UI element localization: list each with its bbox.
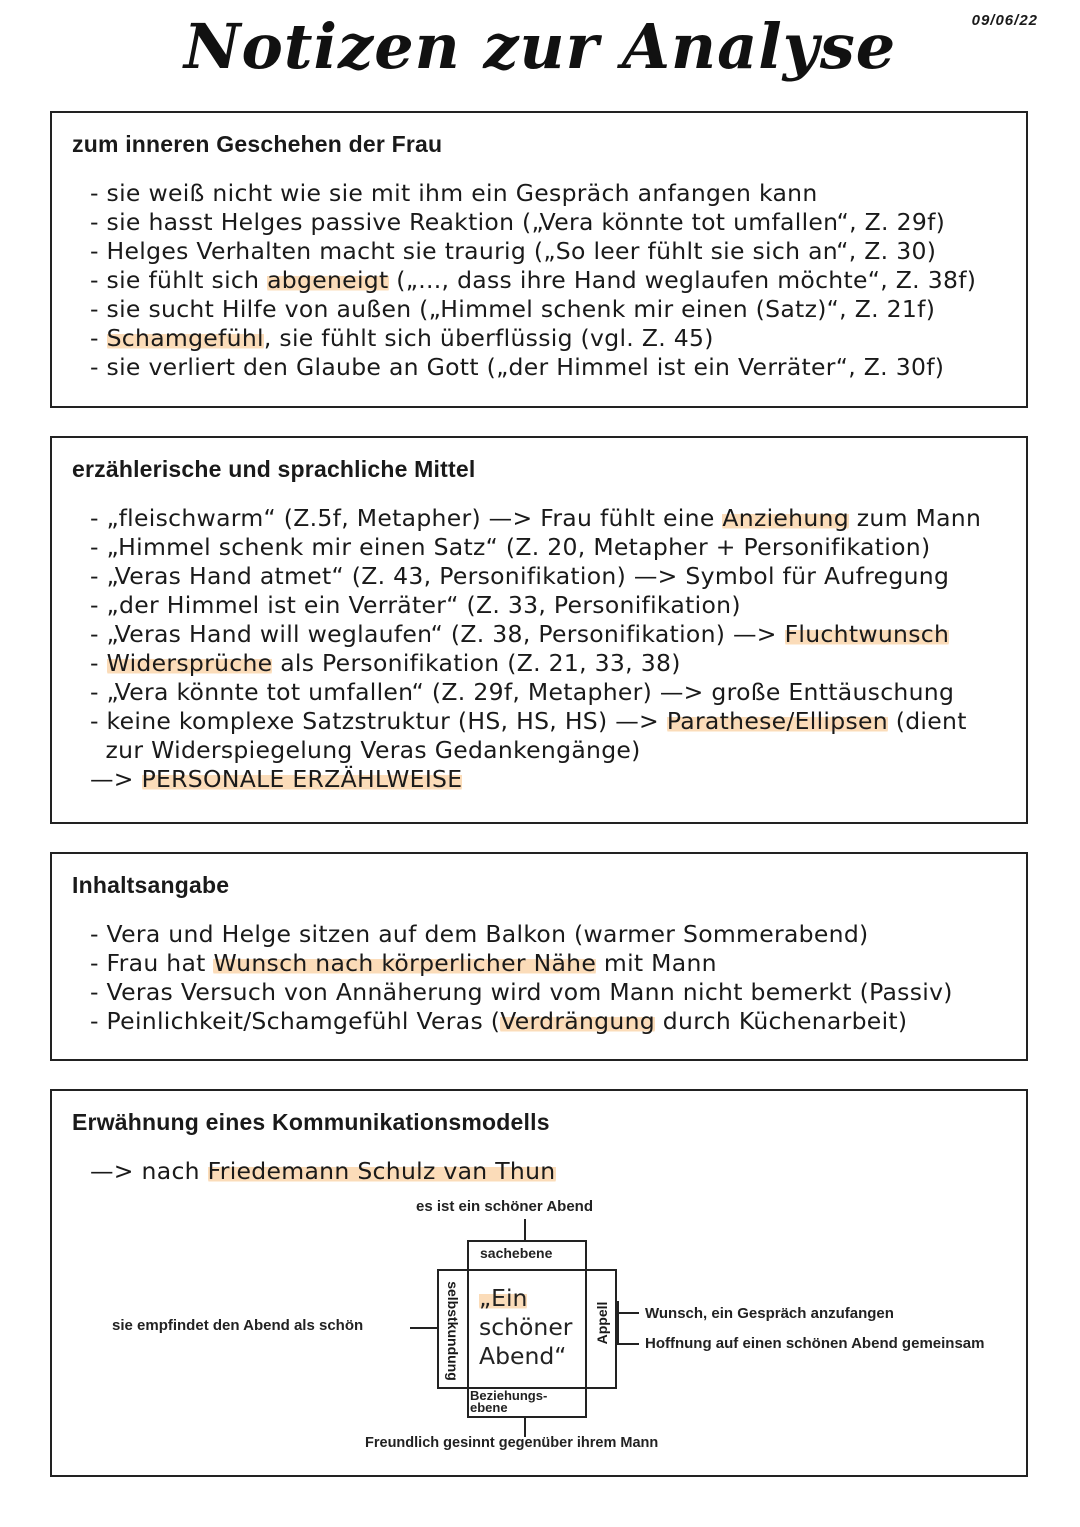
list-item [90, 266, 976, 295]
highlight: Verdrängung [500, 1007, 656, 1035]
list-item [90, 978, 953, 1007]
text: - Peinlichkeit/Schamgefühl Veras ( [90, 1007, 501, 1035]
highlight: Parathese/Ellipsen [666, 707, 888, 735]
text: - keine komplexe Satzstruktur (HS, HS, HS) —> [90, 707, 667, 735]
text: - „Veras Hand atmet“ (Z. 43, Personifikation) —> Symbol für Aufregung [90, 562, 950, 590]
page-title: Notizen zur Analyse [183, 10, 897, 83]
text: - Frau hat [90, 949, 214, 977]
text: zum Mann [848, 504, 982, 532]
text: schöner [479, 1313, 573, 1341]
connector [524, 1417, 526, 1437]
list-item [90, 237, 976, 266]
list-item [90, 208, 976, 237]
connector [410, 1327, 437, 1329]
text: - „Himmel schenk mir einen Satz“ (Z. 20, Metapher + Personifikation) [90, 533, 931, 561]
text: - sie hasst Helges passive Reaktion („Vera könnte tot umfallen“, Z. 29f) [90, 208, 946, 236]
connector [617, 1301, 619, 1345]
connector [617, 1312, 639, 1314]
text: („..., dass ihre Hand weglaufen möchte“, Z. 38f) [388, 266, 977, 294]
date: 09/06/22 [971, 12, 1038, 29]
list-item [90, 504, 981, 533]
text: - sie fühlt sich [90, 266, 268, 294]
text: Beziehungs- [470, 1388, 548, 1403]
text: - [90, 324, 107, 352]
text: - „der Himmel ist ein Verräter“ (Z. 33, Personifikation) [90, 591, 741, 619]
top-note: es ist ein schöner Abend [416, 1198, 593, 1215]
highlight: Widersprüche [106, 649, 273, 677]
text: ebene [470, 1400, 508, 1415]
label-appell: Appell [594, 1301, 610, 1345]
left-note: sie empfindet den Abend als schön [112, 1317, 364, 1334]
text: - [90, 649, 107, 677]
bottom-note: Freundlich gesinnt gegenüber ihrem Mann [365, 1435, 659, 1451]
highlight: Friedemann Schulz van Thun [207, 1157, 556, 1185]
list-item [90, 295, 976, 324]
section-inner-events [50, 111, 1028, 408]
list-item [90, 707, 981, 736]
list-item [90, 678, 981, 707]
text: - Helges Verhalten macht sie traurig („So leer fühlt sie sich an“, Z. 30) [90, 237, 937, 265]
list-item [90, 920, 953, 949]
text: Abend“ [479, 1342, 567, 1370]
right-note-hope: Hoffnung auf einen schönen Abend gemeinsam [645, 1335, 985, 1352]
list-item [90, 324, 976, 353]
text: mit Mann [596, 949, 717, 977]
label-selbstkundung: selbstkundung [445, 1281, 461, 1381]
list-item [90, 765, 981, 794]
text: als Personifikation (Z. 21, 33, 38) [272, 649, 681, 677]
highlight: PERSONALE ERZÄHLWEISE [141, 765, 463, 793]
text: - „Veras Hand will weglaufen“ (Z. 38, Personifikation) —> [90, 620, 785, 648]
section-heading: Inhaltsangabe [72, 872, 230, 898]
right-note-wish: Wunsch, ein Gespräch anzufangen [645, 1305, 894, 1322]
list-item [90, 533, 981, 562]
section-heading: Erwähnung eines Kommunikationsmodells [72, 1109, 550, 1135]
list-item [90, 949, 953, 978]
text: durch Küchenarbeit) [655, 1007, 908, 1035]
text: - sie sucht Hilfe von außen („Himmel schenk mir einen (Satz)“, Z. 21f) [90, 295, 936, 323]
text: , sie fühlt sich überflüssig (vgl. Z. 45) [263, 324, 714, 352]
list-item [90, 1007, 953, 1036]
line-list [90, 920, 953, 1036]
section-heading: zum inneren Geschehen der Frau [72, 131, 443, 157]
list-item [90, 591, 981, 620]
text: —> [90, 765, 142, 793]
list-item [90, 353, 976, 382]
list-item [90, 620, 981, 649]
highlight: „Ein [479, 1284, 528, 1312]
text: - sie weiß nicht wie sie mit ihm ein Gespräch anfangen kann [90, 179, 818, 207]
list-item [90, 179, 976, 208]
list-item [90, 562, 981, 591]
line-list [90, 504, 981, 794]
text: zur Widerspiegelung Veras Gedankengänge) [90, 736, 641, 764]
section-heading: erzählerische und sprachliche Mittel [72, 456, 476, 482]
line-list [90, 179, 976, 382]
text: - sie verliert den Glaube an Gott („der Himmel ist ein Verräter“, Z. 30f) [90, 353, 945, 381]
highlight: Fluchtwunsch [784, 620, 950, 648]
list-item [90, 736, 981, 765]
highlight: Schamgefühl [106, 324, 264, 352]
section-summary [50, 852, 1028, 1061]
text: - Vera und Helge sitzen auf dem Balkon (warmer Sommerabend) [90, 920, 869, 948]
connector [617, 1343, 639, 1345]
text: - „Vera könnte tot umfallen“ (Z. 29f, Metapher) —> große Enttäuschung [90, 678, 955, 706]
label-beziehungsebene [470, 1390, 547, 1414]
four-sides-model-diagram [52, 1091, 1030, 1477]
highlight: Wunsch nach körperlicher Nähe [213, 949, 597, 977]
text: (dient [887, 707, 967, 735]
connector [524, 1219, 526, 1241]
message-text [479, 1284, 572, 1371]
highlight: Anziehung [722, 504, 849, 532]
text: - „fleischwarm“ (Z.5f, Metapher) —> Frau fühlt eine [90, 504, 723, 532]
section-communication-model [50, 1089, 1028, 1477]
list-item [90, 649, 981, 678]
text: —> nach [90, 1157, 208, 1185]
text: - Veras Versuch von Annäherung wird vom Mann nicht bemerkt (Passiv) [90, 978, 953, 1006]
highlight: abgeneigt [267, 266, 389, 294]
label-sachebene: sachebene [480, 1245, 553, 1261]
section-narrative-means [50, 436, 1028, 824]
